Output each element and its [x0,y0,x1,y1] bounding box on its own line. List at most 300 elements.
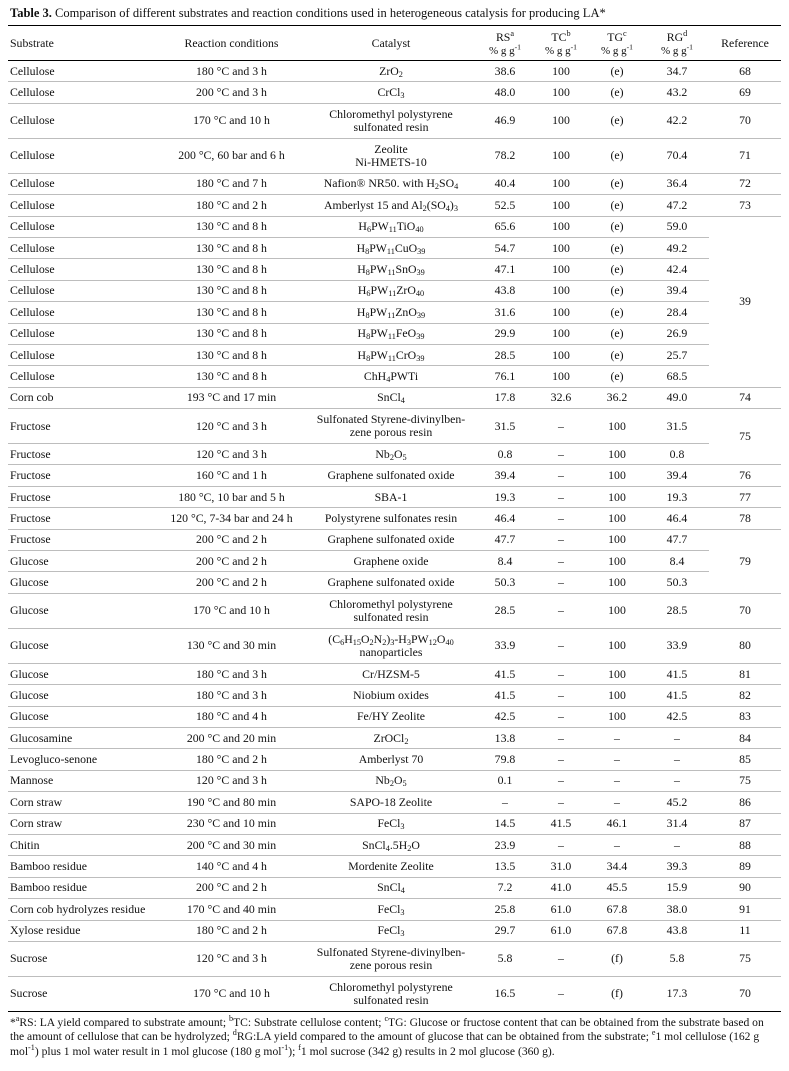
cell-catalyst: Niobium oxides [305,685,477,706]
cell-rg: 34.7 [645,61,709,82]
cell-substrate: Glucosamine [8,727,158,748]
table-row [8,593,781,628]
cell-rs: 28.5 [477,344,533,365]
cell-rg: 39.3 [645,856,709,877]
cell-catalyst: $Nb_2O_5$ [305,770,477,791]
cell-rs: 0.1 [477,770,533,791]
cell-reference: 72 [709,173,781,194]
cell-tg: (e) [589,173,645,194]
cell-rs: 29.9 [477,323,533,344]
cell-conditions: 170 °C and 10 h [158,103,305,138]
cell-catalyst: $H_8PW_{11}ZnO_{39}$ [305,302,477,323]
cell-conditions: 230 °C and 10 min [158,813,305,834]
cell-catalyst: Polystyrene sulfonates resin [305,508,477,529]
cell-rg: 5.8 [645,941,709,976]
cell-reference: 73 [709,195,781,216]
cell-reference: 78 [709,508,781,529]
cell-tg: (e) [589,138,645,173]
table-row [8,685,781,706]
cell-conditions: 180 °C and 2 h [158,749,305,770]
cell-tc: – [533,706,589,727]
cell-substrate: Fructose [8,465,158,486]
cell-tc: 41.5 [533,813,589,834]
cell-catalyst: SnCl$_4$ [305,387,477,408]
cell-rs: 78.2 [477,138,533,173]
cell-reference: 74 [709,387,781,408]
cell-rg: 45.2 [645,792,709,813]
cell-tc: 100 [533,103,589,138]
cell-rs: 40.4 [477,173,533,194]
cell-rs: 76.1 [477,366,533,387]
cell-tc: – [533,551,589,572]
cell-tg: 100 [589,409,645,444]
cell-tc: 100 [533,82,589,103]
cell-rg: 31.5 [645,409,709,444]
header-conditions: Reaction conditions [158,26,305,61]
header-substrate: Substrate [8,26,158,61]
cell-tc: 100 [533,323,589,344]
cell-tg: – [589,727,645,748]
cell-reference: 81 [709,663,781,684]
cell-conditions: 200 °C and 20 min [158,727,305,748]
cell-substrate: Glucose [8,685,158,706]
cell-tc: – [533,465,589,486]
cell-tc: – [533,628,589,663]
cell-rg: 31.4 [645,813,709,834]
cell-reference: 75 [709,770,781,791]
cell-catalyst: Nafion® NR50. with $H_2SO_4$ [305,173,477,194]
cell-tg: 100 [589,551,645,572]
cell-conditions: 180 °C and 3 h [158,663,305,684]
cell-rs: 29.7 [477,920,533,941]
table-row [8,465,781,486]
table-row [8,813,781,834]
cell-tc: 100 [533,344,589,365]
cell-catalyst: Graphene sulfonated oxide [305,529,477,550]
cell-tc: – [533,941,589,976]
cell-rg: 0.8 [645,444,709,465]
table-row [8,628,781,663]
cell-substrate: Bamboo residue [8,877,158,898]
cell-catalyst: $Nb_2O_5$ [305,444,477,465]
cell-substrate: Cellulose [8,302,158,323]
cell-reference: 75 [709,941,781,976]
cell-rg: 68.5 [645,366,709,387]
cell-substrate: Cellulose [8,173,158,194]
cell-substrate: Levogluco-senone [8,749,158,770]
cell-tg: (e) [589,237,645,258]
cell-tg: 67.8 [589,899,645,920]
cell-conditions: 120 °C and 3 h [158,444,305,465]
cell-substrate: Cellulose [8,61,158,82]
cell-substrate: Glucose [8,551,158,572]
cell-tg: (e) [589,302,645,323]
cell-tc: 100 [533,216,589,237]
cell-tg: 100 [589,593,645,628]
cell-reference: 77 [709,486,781,507]
cell-tg: – [589,770,645,791]
cell-reference: 70 [709,103,781,138]
table-row [8,856,781,877]
cell-substrate: Sucrose [8,941,158,976]
cell-tc: – [533,727,589,748]
cell-tc: – [533,508,589,529]
table-row [8,920,781,941]
cell-rs: 46.4 [477,508,533,529]
cell-rs: 17.8 [477,387,533,408]
table-footnote: *$^a$RS: LA yield compared to substrate amount; $^b$TC: Substrate cellulose content; $^c$TG: Glucose or fructose content that can be obtained from the substrate based on the amount of cellulose that can be hydrolyzed; $^d$RG:LA yield compared to the amount of glucose that can be obtained from the substrate; $^e$1 mol cellulose (162 g mol$^{-1}$) plus 1 mol water result in 1 mol glucose (180 g mol$^{-1}$); $^f$1 mol sucrose (342 g) results in 2 mol glucose (360 g). [10,1014,764,1058]
cell-tc: 100 [533,302,589,323]
cell-rs: 79.8 [477,749,533,770]
cell-rg: 17.3 [645,976,709,1011]
cell-tc: 100 [533,280,589,301]
table-row [8,663,781,684]
cell-substrate: Corn cob hydrolyzes residue [8,899,158,920]
cell-rg: 42.5 [645,706,709,727]
cell-conditions: 170 °C and 40 min [158,899,305,920]
table-row [8,551,781,572]
cell-rg: 70.4 [645,138,709,173]
cell-tg: 100 [589,444,645,465]
cell-catalyst: Cr/HZSM-5 [305,663,477,684]
cell-tc: – [533,444,589,465]
cell-tc: 32.6 [533,387,589,408]
cell-tc: 100 [533,237,589,258]
cell-rg: 25.7 [645,344,709,365]
cell-reference: 70 [709,976,781,1011]
cell-catalyst: Amberlyst 15 and $Al_2(SO_4)_3$ [305,195,477,216]
cell-conditions: 130 °C and 8 h [158,280,305,301]
cell-catalyst: Mordenite Zeolite [305,856,477,877]
cell-conditions: 193 °C and 17 min [158,387,305,408]
cell-tg: 34.4 [589,856,645,877]
cell-catalyst: ZrOCl$_2$ [305,727,477,748]
table-row [8,877,781,898]
cell-conditions: 200 °C and 2 h [158,551,305,572]
cell-tg: (e) [589,280,645,301]
cell-tc: 100 [533,173,589,194]
cell-tc: – [533,486,589,507]
cell-catalyst: FeCl$_3$ [305,920,477,941]
cell-rs: 31.6 [477,302,533,323]
cell-rg: 46.4 [645,508,709,529]
cell-substrate: Cellulose [8,82,158,103]
header-rg: $RG^d$ % g $g^{-1}$ [645,26,709,61]
cell-rs: 19.3 [477,486,533,507]
table-label: Table 3. [10,6,52,20]
cell-conditions: 130 °C and 8 h [158,237,305,258]
cell-reference: 90 [709,877,781,898]
cell-reference: 88 [709,834,781,855]
cell-tc: 100 [533,259,589,280]
cell-rs: 0.8 [477,444,533,465]
table-row [8,138,781,173]
cell-tg: (e) [589,216,645,237]
cell-conditions: 180 °C and 4 h [158,706,305,727]
cell-conditions: 130 °C and 8 h [158,216,305,237]
table-row [8,409,781,444]
header-catalyst: Catalyst [305,26,477,61]
cell-reference: 79 [709,529,781,593]
cell-catalyst: SnCl$_4$ [305,877,477,898]
cell-conditions: 200 °C and 2 h [158,529,305,550]
cell-conditions: 130 °C and 8 h [158,366,305,387]
cell-substrate: Glucose [8,593,158,628]
cell-rs: 48.0 [477,82,533,103]
cell-conditions: 200 °C and 3 h [158,82,305,103]
cell-reference: 86 [709,792,781,813]
cell-reference: 91 [709,899,781,920]
cell-conditions: 160 °C and 1 h [158,465,305,486]
cell-conditions: 130 °C and 8 h [158,302,305,323]
cell-conditions: 200 °C and 2 h [158,572,305,593]
cell-conditions: 180 °C and 7 h [158,173,305,194]
cell-rs: 28.5 [477,593,533,628]
cell-rg: 43.2 [645,82,709,103]
table-caption [10,5,781,21]
header-reference: Reference [709,26,781,61]
cell-rs: 54.7 [477,237,533,258]
table-row [8,302,781,323]
cell-catalyst: $H_8PW_{11}FeO_{39}$ [305,323,477,344]
table-row [8,444,781,465]
cell-conditions: 130 °C and 30 min [158,628,305,663]
cell-tc: 41.0 [533,877,589,898]
table-row [8,387,781,408]
cell-reference: 83 [709,706,781,727]
table-row [8,61,781,82]
cell-tg: – [589,792,645,813]
cell-reference: 84 [709,727,781,748]
cell-catalyst: ChH$_4$PWTi [305,366,477,387]
table-row [8,727,781,748]
cell-rg: 33.9 [645,628,709,663]
table-row [8,749,781,770]
cell-rg: 50.3 [645,572,709,593]
cell-substrate: Cellulose [8,138,158,173]
table-row [8,706,781,727]
cell-rs: 65.6 [477,216,533,237]
cell-tc: 100 [533,366,589,387]
cell-tc: – [533,572,589,593]
cell-rs: 39.4 [477,465,533,486]
table-row [8,941,781,976]
cell-conditions: 120 °C and 3 h [158,770,305,791]
cell-rg: 47.7 [645,529,709,550]
table-body [8,61,781,1012]
cell-tc: – [533,409,589,444]
cell-rs: 16.5 [477,976,533,1011]
table-row [8,508,781,529]
cell-rs: 5.8 [477,941,533,976]
cell-catalyst: Graphene oxide [305,551,477,572]
cell-rg: – [645,727,709,748]
cell-tg: (e) [589,259,645,280]
cell-catalyst: ZrO$_2$ [305,61,477,82]
cell-rg: 42.4 [645,259,709,280]
cell-tg: (e) [589,366,645,387]
table-row [8,280,781,301]
cell-catalyst: Sulfonated Styrene-divinylben- zene porous resin [305,409,477,444]
cell-substrate: Glucose [8,706,158,727]
cell-substrate: Cellulose [8,259,158,280]
cell-tg: (e) [589,323,645,344]
cell-catalyst: $H_8PW_{11}CrO_{39}$ [305,344,477,365]
cell-substrate: Cellulose [8,237,158,258]
cell-rg: 43.8 [645,920,709,941]
cell-catalyst: Fe/HY Zeolite [305,706,477,727]
cell-reference: 85 [709,749,781,770]
cell-substrate: Xylose residue [8,920,158,941]
cell-substrate: Sucrose [8,976,158,1011]
cell-tg: 100 [589,572,645,593]
cell-rs: 25.8 [477,899,533,920]
cell-tc: – [533,593,589,628]
cell-tg: (e) [589,195,645,216]
cell-substrate: Cellulose [8,216,158,237]
cell-catalyst: FeCl$_3$ [305,813,477,834]
cell-reference: 39 [709,216,781,387]
cell-rs: 31.5 [477,409,533,444]
table-row [8,259,781,280]
cell-tg: 100 [589,508,645,529]
cell-catalyst: CrCl$_3$ [305,82,477,103]
cell-conditions: 130 °C and 8 h [158,323,305,344]
table-row [8,173,781,194]
cell-substrate: Fructose [8,486,158,507]
table-row [8,899,781,920]
cell-conditions: 180 °C and 3 h [158,685,305,706]
cell-rg: 38.0 [645,899,709,920]
cell-substrate: Glucose [8,663,158,684]
cell-conditions: 200 °C and 30 min [158,834,305,855]
header-tc: $TC^b$ % g $g^{-1}$ [533,26,589,61]
table-row [8,976,781,1011]
cell-conditions: 130 °C and 8 h [158,259,305,280]
cell-reference: 68 [709,61,781,82]
cell-substrate: Corn straw [8,792,158,813]
cell-substrate: Fructose [8,508,158,529]
cell-substrate: Chitin [8,834,158,855]
cell-rg: 39.4 [645,465,709,486]
table-row [8,216,781,237]
cell-substrate: Glucose [8,628,158,663]
table-row [8,323,781,344]
cell-catalyst: Sulfonated Styrene-divinylben- zene porous resin [305,941,477,976]
header-tg: $TG^c$ % g $g^{-1}$ [589,26,645,61]
cell-rg: 15.9 [645,877,709,898]
cell-rs: 41.5 [477,685,533,706]
table-row [8,195,781,216]
cell-catalyst: Graphene sulfonated oxide [305,465,477,486]
cell-tg: 100 [589,663,645,684]
cell-rs: – [477,792,533,813]
cell-tg: 100 [589,529,645,550]
cell-substrate: Mannose [8,770,158,791]
cell-substrate: Bamboo residue [8,856,158,877]
cell-rs: 43.8 [477,280,533,301]
cell-rg: 42.2 [645,103,709,138]
cell-tg: 36.2 [589,387,645,408]
cell-catalyst: $H_8PW_{11}CuO_{39}$ [305,237,477,258]
cell-tc: – [533,792,589,813]
cell-reference: 82 [709,685,781,706]
cell-reference: 11 [709,920,781,941]
cell-substrate: Cellulose [8,366,158,387]
table-row [8,344,781,365]
table-row [8,237,781,258]
cell-rg: – [645,770,709,791]
cell-catalyst: $H_8PW_{11}SnO_{39}$ [305,259,477,280]
cell-rg: 49.2 [645,237,709,258]
cell-conditions: 120 °C, 7-34 bar and 24 h [158,508,305,529]
cell-reference: 89 [709,856,781,877]
cell-rs: 13.5 [477,856,533,877]
cell-tg: 100 [589,465,645,486]
cell-rg: 28.4 [645,302,709,323]
cell-substrate: Glucose [8,572,158,593]
cell-rg: 39.4 [645,280,709,301]
cell-rs: 50.3 [477,572,533,593]
table-header-row [8,26,781,61]
cell-conditions: 120 °C and 3 h [158,941,305,976]
cell-conditions: 180 °C and 2 h [158,195,305,216]
cell-conditions: 200 °C and 2 h [158,877,305,898]
cell-catalyst: Amberlyst 70 [305,749,477,770]
cell-tc: 61.0 [533,899,589,920]
cell-tc: – [533,770,589,791]
cell-rg: 47.2 [645,195,709,216]
table-row [8,792,781,813]
cell-tg: 45.5 [589,877,645,898]
table-row [8,486,781,507]
table-row [8,529,781,550]
table-row [8,770,781,791]
cell-substrate: Cellulose [8,323,158,344]
cell-tc: – [533,749,589,770]
cell-substrate: Fructose [8,529,158,550]
table-title: Comparison of different substrates and reaction conditions used in heterogeneous catalysis for producing LA* [55,6,606,20]
header-rs: $RS^a$ % g $g^{-1}$ [477,26,533,61]
cell-rs: 14.5 [477,813,533,834]
cell-reference: 69 [709,82,781,103]
table-row [8,834,781,855]
cell-rg: 36.4 [645,173,709,194]
cell-tg: 100 [589,685,645,706]
data-table [8,25,781,1012]
cell-tc: 100 [533,195,589,216]
cell-tc: 100 [533,61,589,82]
cell-reference: 70 [709,593,781,628]
cell-catalyst: Chloromethyl polystyrene sulfonated resin [305,976,477,1011]
cell-rg: 28.5 [645,593,709,628]
cell-rs: 23.9 [477,834,533,855]
cell-rg: 19.3 [645,486,709,507]
cell-substrate: Corn cob [8,387,158,408]
cell-tg: (e) [589,344,645,365]
cell-rg: 59.0 [645,216,709,237]
cell-catalyst: Graphene sulfonated oxide [305,572,477,593]
cell-rs: 13.8 [477,727,533,748]
table-row [8,366,781,387]
table-row [8,103,781,138]
cell-reference: 71 [709,138,781,173]
cell-conditions: 180 °C and 3 h [158,61,305,82]
cell-conditions: 130 °C and 8 h [158,344,305,365]
cell-catalyst: SAPO-18 Zeolite [305,792,477,813]
cell-rs: 47.7 [477,529,533,550]
cell-tg: 67.8 [589,920,645,941]
